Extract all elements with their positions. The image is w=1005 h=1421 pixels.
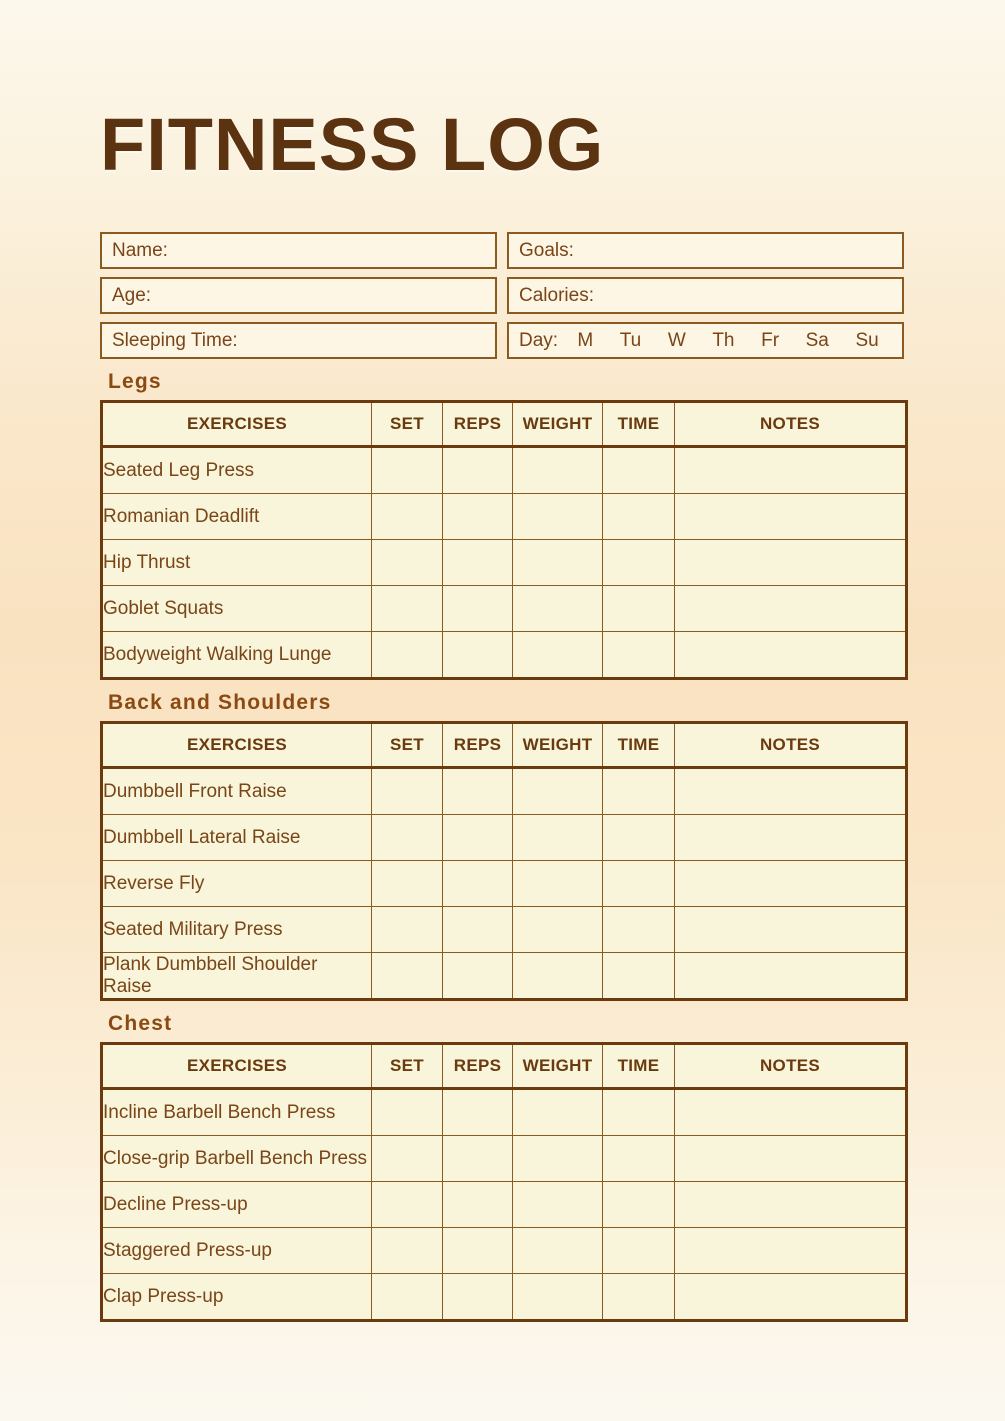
time-cell[interactable] bbox=[603, 1089, 675, 1136]
age-field[interactable] bbox=[100, 277, 497, 314]
exercise-name: Dumbbell Front Raise bbox=[102, 768, 372, 815]
day-option-monday[interactable]: M bbox=[577, 329, 594, 351]
notes-cell[interactable] bbox=[675, 861, 907, 907]
weight-cell[interactable] bbox=[513, 907, 603, 953]
weight-cell[interactable] bbox=[513, 1136, 603, 1182]
weight-cell[interactable] bbox=[513, 494, 603, 540]
reps-cell[interactable] bbox=[443, 1136, 513, 1182]
set-cell[interactable] bbox=[372, 1136, 443, 1182]
column-header-exercises: EXERCISES bbox=[102, 402, 372, 447]
day-option-friday[interactable]: Fr bbox=[761, 329, 780, 351]
time-cell[interactable] bbox=[603, 768, 675, 815]
reps-cell[interactable] bbox=[443, 494, 513, 540]
table-row bbox=[102, 815, 907, 861]
column-header-set: SET bbox=[372, 402, 443, 447]
day-option-thursday[interactable]: Th bbox=[712, 329, 735, 351]
set-cell[interactable] bbox=[372, 447, 443, 494]
notes-cell[interactable] bbox=[675, 1136, 907, 1182]
table-row bbox=[102, 447, 907, 494]
weight-cell[interactable] bbox=[513, 1274, 603, 1321]
exercise-name: Close-grip Barbell Bench Press bbox=[102, 1136, 372, 1182]
exercise-table-back-and-shoulders bbox=[100, 721, 908, 1001]
column-header-notes: NOTES bbox=[675, 1044, 907, 1089]
reps-cell[interactable] bbox=[443, 1228, 513, 1274]
page-title: FITNESS LOG bbox=[100, 103, 605, 186]
reps-cell[interactable] bbox=[443, 907, 513, 953]
section-back-and-shoulders bbox=[100, 691, 905, 1001]
table-row bbox=[102, 632, 907, 679]
time-cell[interactable] bbox=[603, 632, 675, 679]
weight-cell[interactable] bbox=[513, 1228, 603, 1274]
exercise-name: Incline Barbell Bench Press bbox=[102, 1089, 372, 1136]
weight-cell[interactable] bbox=[513, 586, 603, 632]
reps-cell[interactable] bbox=[443, 447, 513, 494]
column-header-weight: WEIGHT bbox=[513, 402, 603, 447]
weight-cell[interactable] bbox=[513, 861, 603, 907]
time-cell[interactable] bbox=[603, 1228, 675, 1274]
day-option-tuesday[interactable]: Tu bbox=[619, 329, 642, 351]
column-header-reps: REPS bbox=[443, 402, 513, 447]
weight-cell[interactable] bbox=[513, 1182, 603, 1228]
table-row bbox=[102, 1089, 907, 1136]
column-header-exercises: EXERCISES bbox=[102, 723, 372, 768]
info-column-right bbox=[507, 232, 904, 359]
notes-cell[interactable] bbox=[675, 1274, 907, 1321]
day-options bbox=[558, 330, 892, 352]
age-label: Age: bbox=[112, 284, 152, 306]
exercise-name: Reverse Fly bbox=[102, 861, 372, 907]
exercise-name: Hip Thrust bbox=[102, 540, 372, 586]
weight-cell[interactable] bbox=[513, 815, 603, 861]
reps-cell[interactable] bbox=[443, 861, 513, 907]
day-option-saturday[interactable]: Sa bbox=[805, 329, 829, 351]
goals-field[interactable] bbox=[507, 232, 904, 269]
table-row bbox=[102, 1136, 907, 1182]
time-cell[interactable] bbox=[603, 1136, 675, 1182]
exercise-name: Seated Leg Press bbox=[102, 447, 372, 494]
set-cell[interactable] bbox=[372, 861, 443, 907]
info-column-left bbox=[100, 232, 497, 359]
reps-cell[interactable] bbox=[443, 540, 513, 586]
calories-label: Calories: bbox=[519, 284, 594, 306]
set-cell[interactable] bbox=[372, 632, 443, 679]
info-form bbox=[100, 232, 905, 359]
set-cell[interactable] bbox=[372, 907, 443, 953]
time-cell[interactable] bbox=[603, 861, 675, 907]
notes-cell[interactable] bbox=[675, 586, 907, 632]
column-header-time: TIME bbox=[603, 1044, 675, 1089]
time-cell[interactable] bbox=[603, 540, 675, 586]
set-cell[interactable] bbox=[372, 1274, 443, 1321]
exercise-table-chest bbox=[100, 1042, 908, 1322]
table-row bbox=[102, 907, 907, 953]
reps-cell[interactable] bbox=[443, 768, 513, 815]
reps-cell[interactable] bbox=[443, 815, 513, 861]
column-header-notes: NOTES bbox=[675, 723, 907, 768]
column-header-set: SET bbox=[372, 723, 443, 768]
day-label: Day: bbox=[519, 329, 559, 351]
set-cell[interactable] bbox=[372, 1228, 443, 1274]
set-cell[interactable] bbox=[372, 540, 443, 586]
table-row bbox=[102, 768, 907, 815]
time-cell[interactable] bbox=[603, 494, 675, 540]
exercise-name: Plank Dumbbell Shoulder Raise bbox=[102, 953, 372, 1000]
notes-cell[interactable] bbox=[675, 768, 907, 815]
notes-cell[interactable] bbox=[675, 1089, 907, 1136]
table-row bbox=[102, 540, 907, 586]
column-header-weight: WEIGHT bbox=[513, 1044, 603, 1089]
table-row bbox=[102, 1182, 907, 1228]
calories-field[interactable] bbox=[507, 277, 904, 314]
table-header-row bbox=[102, 723, 907, 768]
weight-cell[interactable] bbox=[513, 632, 603, 679]
set-cell[interactable] bbox=[372, 953, 443, 1000]
name-label: Name: bbox=[112, 239, 168, 261]
time-cell[interactable] bbox=[603, 447, 675, 494]
day-option-sunday[interactable]: Su bbox=[855, 329, 879, 351]
exercise-name: Dumbbell Lateral Raise bbox=[102, 815, 372, 861]
set-cell[interactable] bbox=[372, 1182, 443, 1228]
exercise-table-legs bbox=[100, 400, 908, 680]
notes-cell[interactable] bbox=[675, 907, 907, 953]
weight-cell[interactable] bbox=[513, 953, 603, 1000]
set-cell[interactable] bbox=[372, 586, 443, 632]
table-row bbox=[102, 1274, 907, 1321]
set-cell[interactable] bbox=[372, 768, 443, 815]
exercise-name: Clap Press-up bbox=[102, 1274, 372, 1321]
exercise-name: Decline Press-up bbox=[102, 1182, 372, 1228]
notes-cell[interactable] bbox=[675, 815, 907, 861]
set-cell[interactable] bbox=[372, 1089, 443, 1136]
section-chest bbox=[100, 1012, 905, 1322]
reps-cell[interactable] bbox=[443, 632, 513, 679]
column-header-set: SET bbox=[372, 1044, 443, 1089]
column-header-notes: NOTES bbox=[675, 402, 907, 447]
table-header-row bbox=[102, 1044, 907, 1089]
goals-label: Goals: bbox=[519, 239, 574, 261]
column-header-reps: REPS bbox=[443, 723, 513, 768]
column-header-weight: WEIGHT bbox=[513, 723, 603, 768]
time-cell[interactable] bbox=[603, 953, 675, 1000]
section-legs bbox=[100, 370, 905, 680]
notes-cell[interactable] bbox=[675, 494, 907, 540]
exercise-name: Staggered Press-up bbox=[102, 1228, 372, 1274]
time-cell[interactable] bbox=[603, 907, 675, 953]
table-row bbox=[102, 586, 907, 632]
time-cell[interactable] bbox=[603, 1182, 675, 1228]
section-heading-chest: Chest bbox=[108, 1012, 173, 1035]
time-cell[interactable] bbox=[603, 1274, 675, 1321]
day-field bbox=[507, 322, 904, 359]
notes-cell[interactable] bbox=[675, 1228, 907, 1274]
notes-cell[interactable] bbox=[675, 1182, 907, 1228]
weight-cell[interactable] bbox=[513, 447, 603, 494]
sleeping-time-label: Sleeping Time: bbox=[112, 329, 238, 351]
notes-cell[interactable] bbox=[675, 632, 907, 679]
notes-cell[interactable] bbox=[675, 447, 907, 494]
time-cell[interactable] bbox=[603, 815, 675, 861]
reps-cell[interactable] bbox=[443, 1274, 513, 1321]
exercise-name: Seated Military Press bbox=[102, 907, 372, 953]
reps-cell[interactable] bbox=[443, 953, 513, 1000]
weight-cell[interactable] bbox=[513, 540, 603, 586]
exercise-name: Romanian Deadlift bbox=[102, 494, 372, 540]
time-cell[interactable] bbox=[603, 586, 675, 632]
name-field[interactable] bbox=[100, 232, 497, 269]
column-header-reps: REPS bbox=[443, 1044, 513, 1089]
section-heading-back-and-shoulders: Back and Shoulders bbox=[108, 691, 332, 714]
column-header-exercises: EXERCISES bbox=[102, 1044, 372, 1089]
day-option-wednesday[interactable]: W bbox=[667, 329, 686, 351]
exercise-name: Goblet Squats bbox=[102, 586, 372, 632]
notes-cell[interactable] bbox=[675, 953, 907, 1000]
weight-cell[interactable] bbox=[513, 1089, 603, 1136]
reps-cell[interactable] bbox=[443, 586, 513, 632]
table-header-row bbox=[102, 402, 907, 447]
reps-cell[interactable] bbox=[443, 1089, 513, 1136]
table-row bbox=[102, 861, 907, 907]
reps-cell[interactable] bbox=[443, 1182, 513, 1228]
column-header-time: TIME bbox=[603, 402, 675, 447]
sleeping-time-field[interactable] bbox=[100, 322, 497, 359]
set-cell[interactable] bbox=[372, 494, 443, 540]
table-row bbox=[102, 494, 907, 540]
section-heading-legs: Legs bbox=[108, 370, 162, 393]
column-header-time: TIME bbox=[603, 723, 675, 768]
table-row bbox=[102, 1228, 907, 1274]
set-cell[interactable] bbox=[372, 815, 443, 861]
exercise-name: Bodyweight Walking Lunge bbox=[102, 632, 372, 679]
weight-cell[interactable] bbox=[513, 768, 603, 815]
notes-cell[interactable] bbox=[675, 540, 907, 586]
table-row bbox=[102, 953, 907, 1000]
